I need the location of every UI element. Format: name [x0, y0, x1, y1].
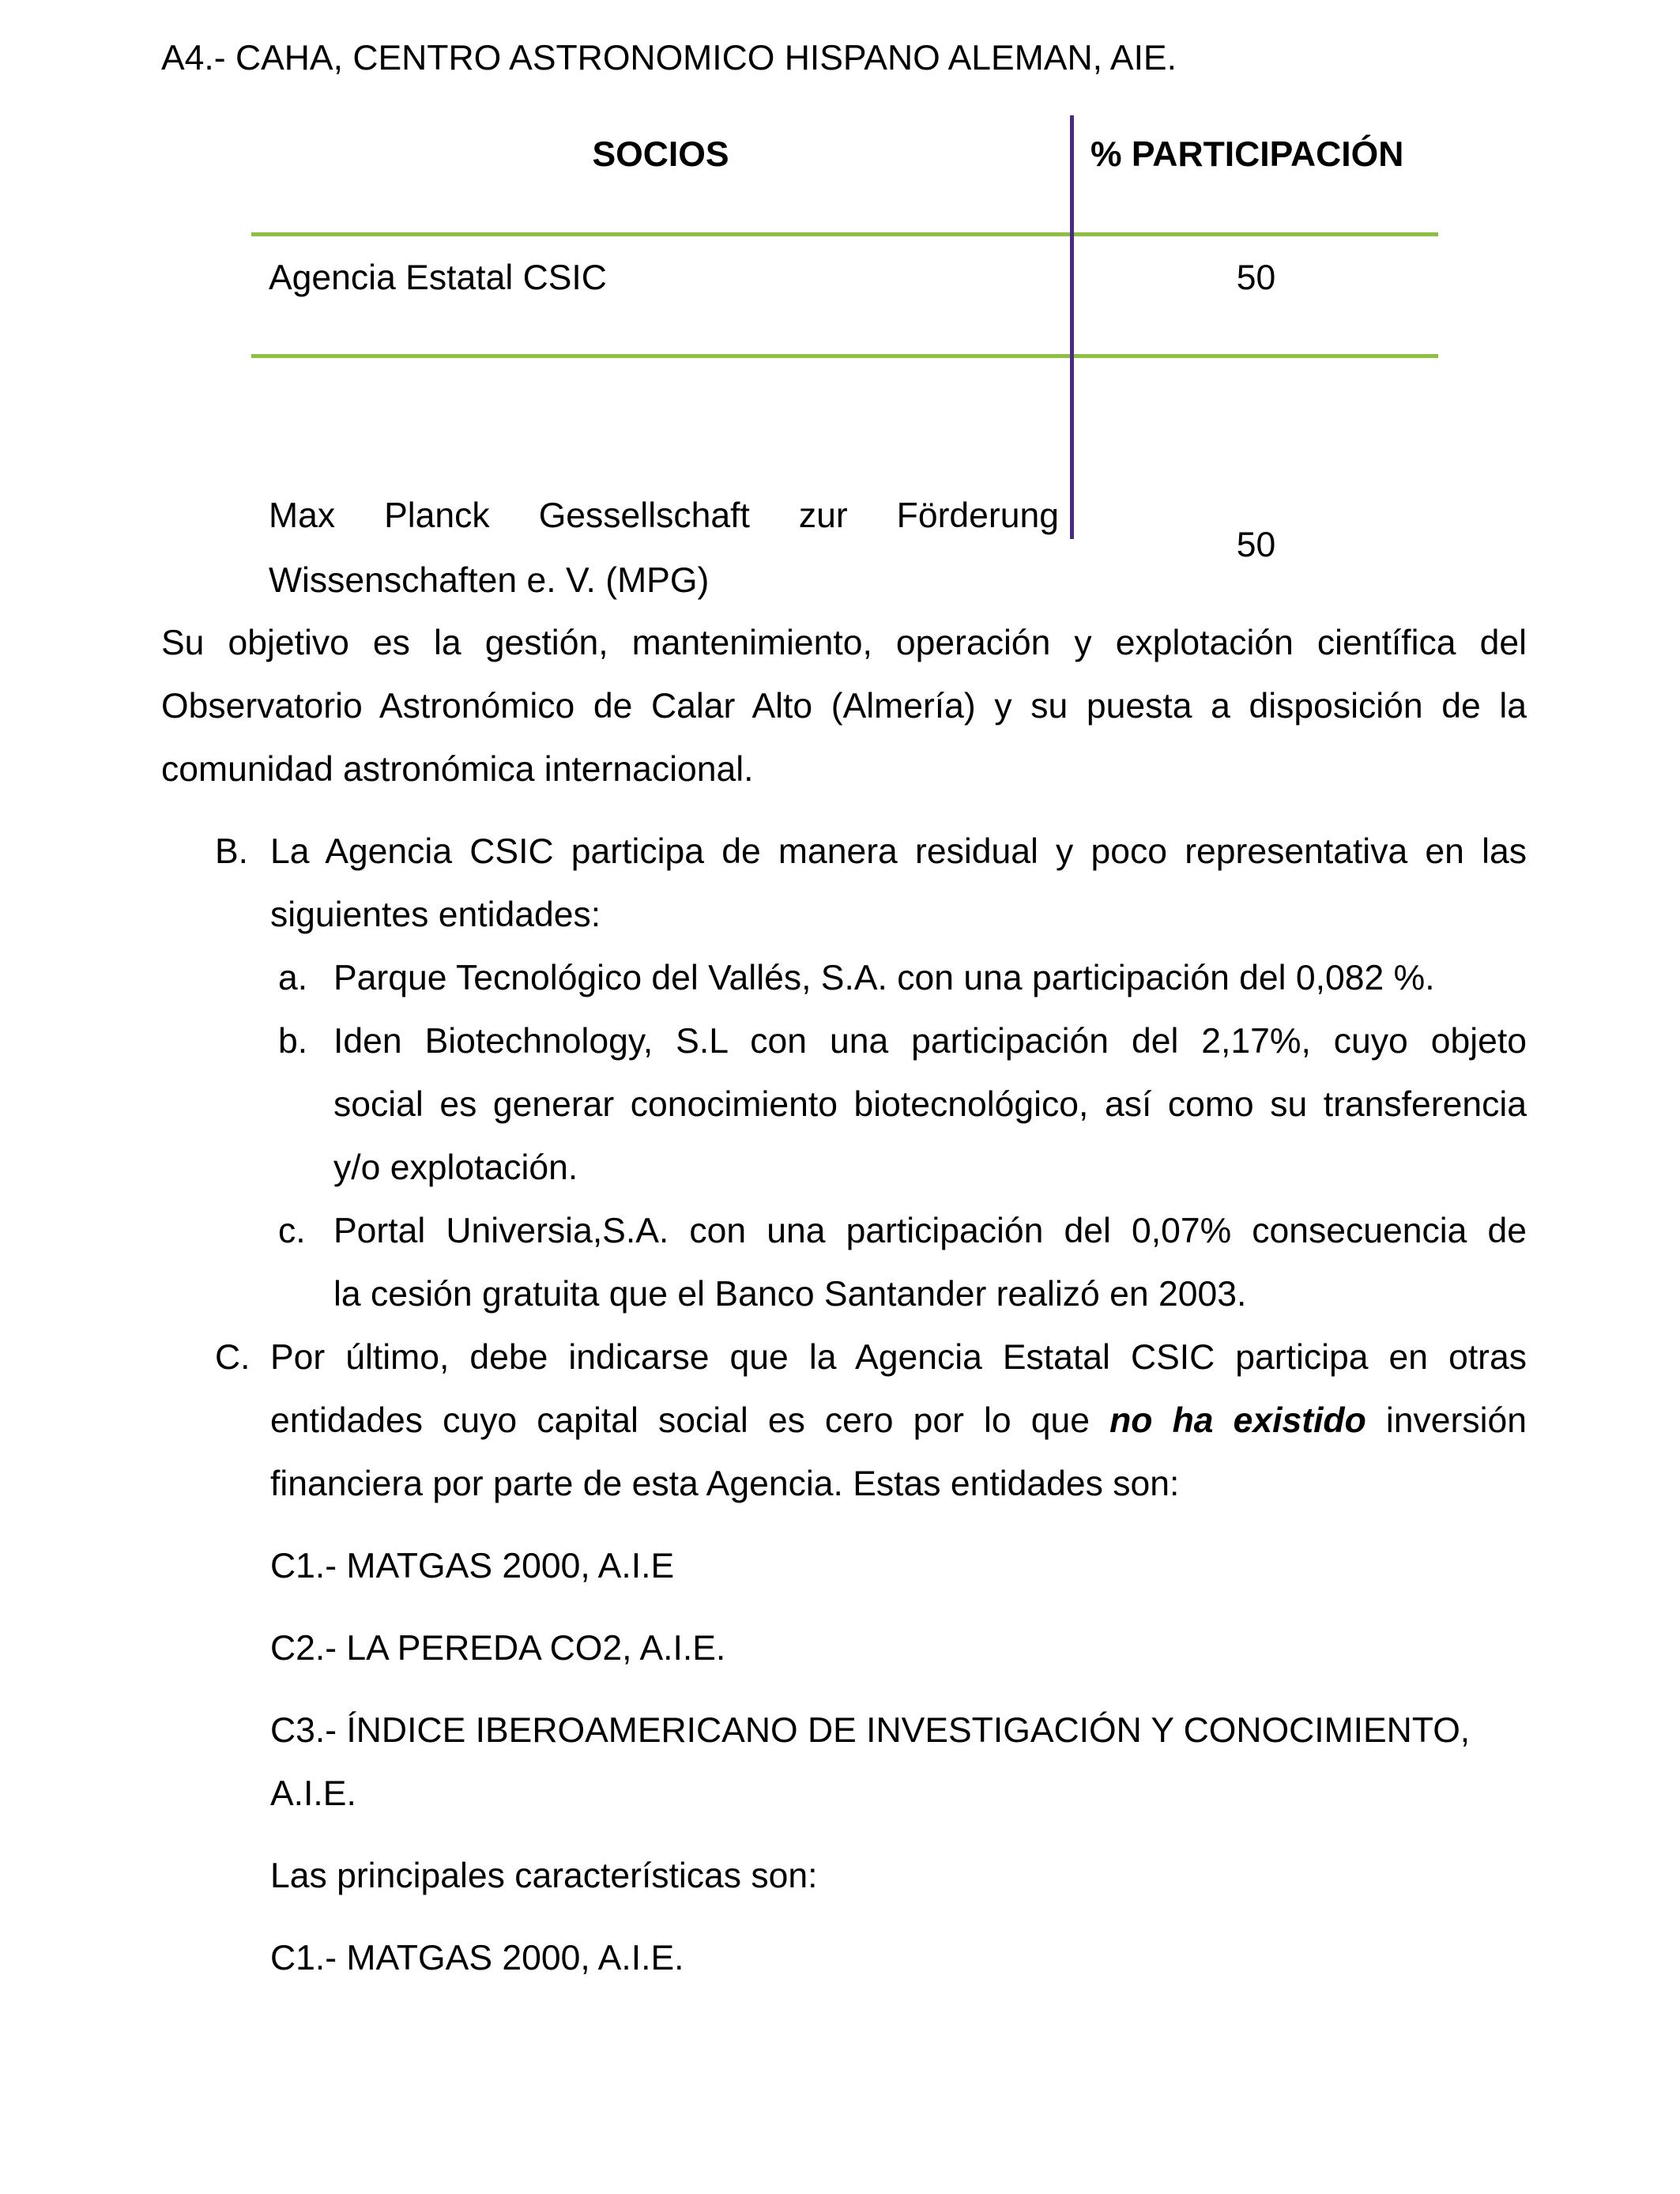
entity-c3-line-2: A.I.E.: [270, 1774, 356, 1813]
section-c-line-2-before: entidades cuyo capital social es cero por lo que: [270, 1401, 1110, 1440]
table-row-2-name-line-2: Wissenschaften e. V. (MPG): [269, 561, 710, 600]
list-item-a-text: [333, 947, 1527, 1010]
section-c-line-2: [270, 1389, 1527, 1453]
section-b-line-2: siguientes entidades:: [270, 895, 601, 934]
section-heading: A4.- CAHA, CENTRO ASTRONOMICO HISPANO ALEMAN, AIE.: [161, 39, 1177, 77]
list-item-b-line-2: social es generar conocimiento biotecnológico, así como su transferencia: [333, 1085, 1527, 1124]
final-entity: [270, 1927, 1527, 1990]
table-row-2-name-line-1: Max Planck Gessellschaft zur Förderung: [269, 496, 1059, 535]
table-header-participacion: % PARTICIPACIÓN: [1090, 135, 1404, 174]
emphasis-no-ha-existido: no ha existido: [1109, 1401, 1366, 1440]
table-row-2-name: [269, 484, 1059, 613]
list-item-b-line-3: y/o explotación.: [333, 1148, 578, 1187]
table-column-rule: [1070, 115, 1074, 539]
objective-line-3: comunidad astronómica internacional.: [161, 750, 754, 789]
entity-c2-text: C2.- LA PEREDA CO2, A.I.E.: [270, 1629, 726, 1668]
objective-line-1: Su objetivo es la gestión, mantenimiento, operación y explotación científica del: [161, 624, 1527, 662]
list-item-a-line-1: Parque Tecnológico del Vallés, S.A. con una participación del 0,082 %.: [333, 959, 1435, 997]
entity-c2: [270, 1617, 1527, 1680]
section-b-marker: B.: [215, 832, 249, 871]
section-c-text: [270, 1326, 1527, 1516]
characteristics-label: [270, 1845, 1527, 1908]
entity-c3-line-1: C3.- ÍNDICE IBEROAMERICANO DE INVESTIGACIÓN Y CONOCIMIENTO,: [270, 1711, 1471, 1750]
section-b-line-1: La Agencia CSIC participa de manera residual y poco representativa en las: [270, 832, 1527, 871]
list-item-c-line-1: Portal Universia,S.A. con una participación del 0,07% consecuencia de: [333, 1212, 1527, 1250]
table-header-socios: SOCIOS: [592, 135, 729, 174]
table-header-rule: [251, 232, 1438, 236]
list-item-b-marker: b.: [278, 1022, 308, 1061]
list-item-c-text: [333, 1200, 1527, 1326]
table-row-1-name: Agencia Estatal CSIC: [269, 258, 607, 297]
partners-table: [251, 115, 1438, 600]
entity-c3: [270, 1699, 1527, 1826]
characteristics-label-text: Las principales características son:: [270, 1857, 818, 1895]
list-item-b-text: [333, 1010, 1527, 1200]
entity-c1: [270, 1535, 1527, 1598]
entity-c1-text: C1.- MATGAS 2000, A.I.E: [270, 1547, 675, 1585]
section-b-text: [270, 820, 1527, 947]
table-row-rule: [251, 354, 1438, 358]
objective-line-2: Observatorio Astronómico de Calar Alto (Almería) y su puesta a disposición de la: [161, 687, 1527, 726]
list-item-a-marker: a.: [278, 959, 308, 997]
section-c-line-3: financiera por parte de esta Agencia. Estas entidades son:: [270, 1465, 1180, 1503]
list-item-b-line-1: Iden Biotechnology, S.L con una participación del 2,17%, cuyo objeto: [333, 1022, 1527, 1061]
list-item-c-marker: c.: [278, 1212, 306, 1250]
final-entity-text: C1.- MATGAS 2000, A.I.E.: [270, 1939, 684, 1977]
section-c-marker: C.: [215, 1338, 250, 1377]
section-c-line-2-after: inversión: [1365, 1401, 1527, 1440]
list-item-c-line-2: la cesión gratuita que el Banco Santander realizó en 2003.: [333, 1275, 1247, 1314]
objective-paragraph: [161, 612, 1527, 801]
table-row-1-value: 50: [1236, 258, 1276, 297]
section-c-line-1: Por último, debe indicarse que la Agencia Estatal CSIC participa en otras: [270, 1338, 1527, 1377]
table-row-2-value: 50: [1236, 526, 1276, 564]
